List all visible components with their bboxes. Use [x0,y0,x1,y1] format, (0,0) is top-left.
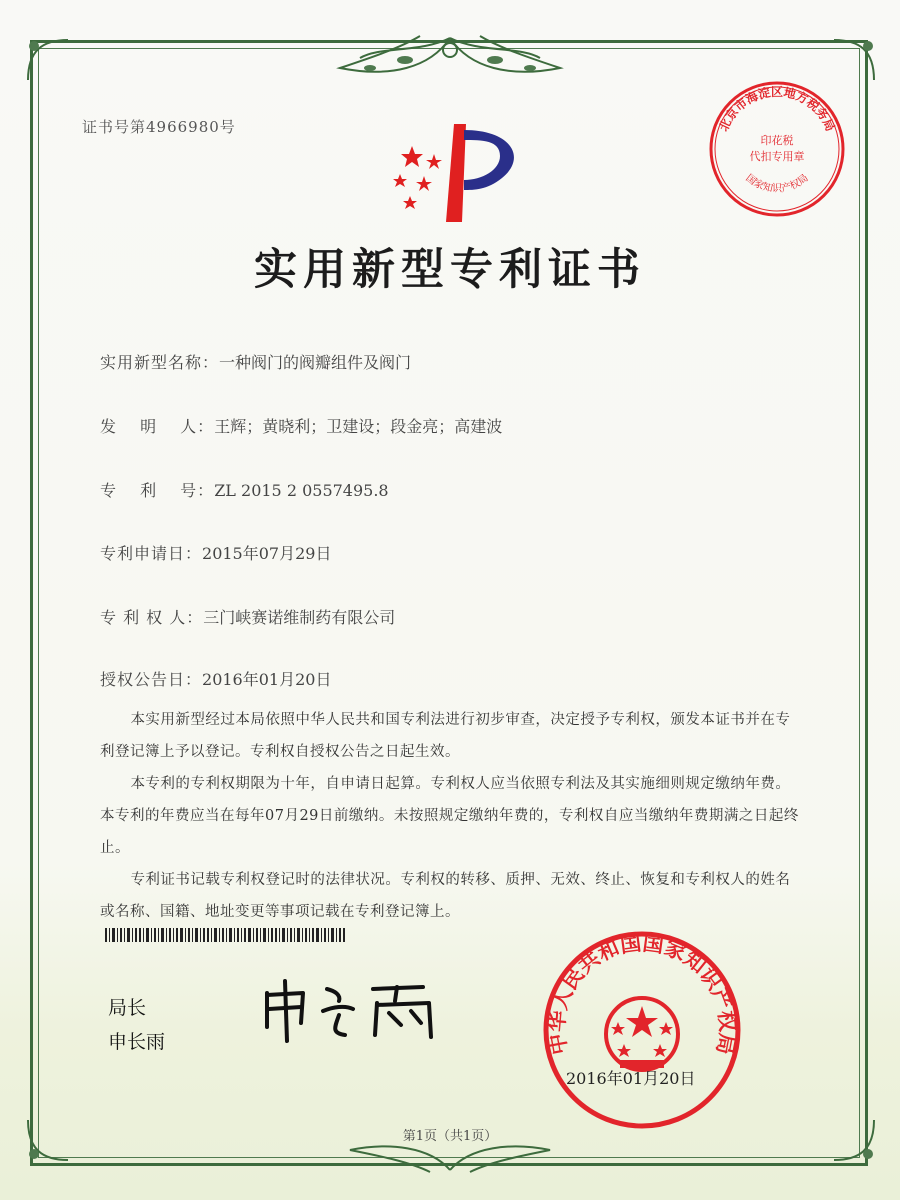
application-date-value: 2015年07月29日 [202,544,332,563]
national-ip-office-stamp [542,930,742,1130]
certificate-title: 实用新型专利证书 [254,245,646,295]
patent-office-emblem-icon [382,118,532,228]
utility-model-name-label: 实用新型名称： [100,353,220,372]
application-date-label: 专利申请日： [100,544,203,563]
patentee-field [100,605,395,628]
svg-text:国家知识产权局: 国家知识产权局 [743,172,811,195]
svg-text:代扣专用章: 代扣专用章 [749,150,805,163]
announcement-date-value: 2016年01月20日 [202,670,332,689]
patentee-value: 三门峡赛诺维制药有限公司 [203,608,396,627]
inventor-value: 王辉；黄晓利；卫建设；段金亮；高建波 [214,417,503,436]
inventor-field [100,414,502,437]
body-paragraph: 专利证书记载专利权登记时的法律状况。专利权的转移、质押、无效、终止、恢复和专利权人的姓名或名称、国籍、地址变更等事项记载在专利登记簿上。 [100,872,791,920]
certificate-body [100,704,800,928]
utility-model-name-value: 一种阀门的阀瓣组件及阀门 [219,353,412,372]
corner-ornament-top-left [18,30,78,90]
certificate-number: 证书号第4966980号 [82,118,236,136]
inventor-label: 发 明 人： [100,417,215,436]
patentee-label: 专 利 权 人： [100,608,204,627]
stamp-date: 2016年01月20日 [566,1069,696,1088]
utility-model-name-field [100,350,411,373]
svg-text:中华人民共和国国家知识产权局: 中华人民共和国国家知识产权局 [544,930,740,1057]
signer-title: 局长 [108,997,147,1019]
page-number: 第1页（共1页） [402,1129,498,1144]
application-date-field [100,541,331,564]
top-ornament [310,28,590,90]
patent-number-value: ZL 2015 2 0557495.8 [214,481,389,500]
barcode [105,928,345,942]
body-paragraph: 本实用新型经过本局依照中华人民共和国专利法进行初步审查，决定授予专利权，颁发本证书并在专利登记簿上予以登记。专利权自授权公告之日起生效。 [100,712,791,760]
announcement-date-field [100,667,331,690]
patent-number-field [100,478,389,501]
patent-number-label: 专 利 号： [100,481,215,500]
svg-text:印花税: 印花税 [760,134,794,147]
svg-text:北京市海淀区地方税务局: 北京市海淀区地方税务局 [716,85,838,134]
body-paragraph: 本专利的专利权期限为十年，自申请日起算。专利权人应当依照专利法及其实施细则规定缴纳年费。本专利的年费应当在每年07月29日前缴纳。未按照规定缴纳年费的，专利权自应当缴纳年费期满之日起终止。 [100,776,799,856]
signer-name: 申长雨 [108,1031,166,1053]
handwritten-signature [255,975,465,1045]
announcement-date-label: 授权公告日： [100,670,203,689]
tax-office-stamp [706,78,848,220]
